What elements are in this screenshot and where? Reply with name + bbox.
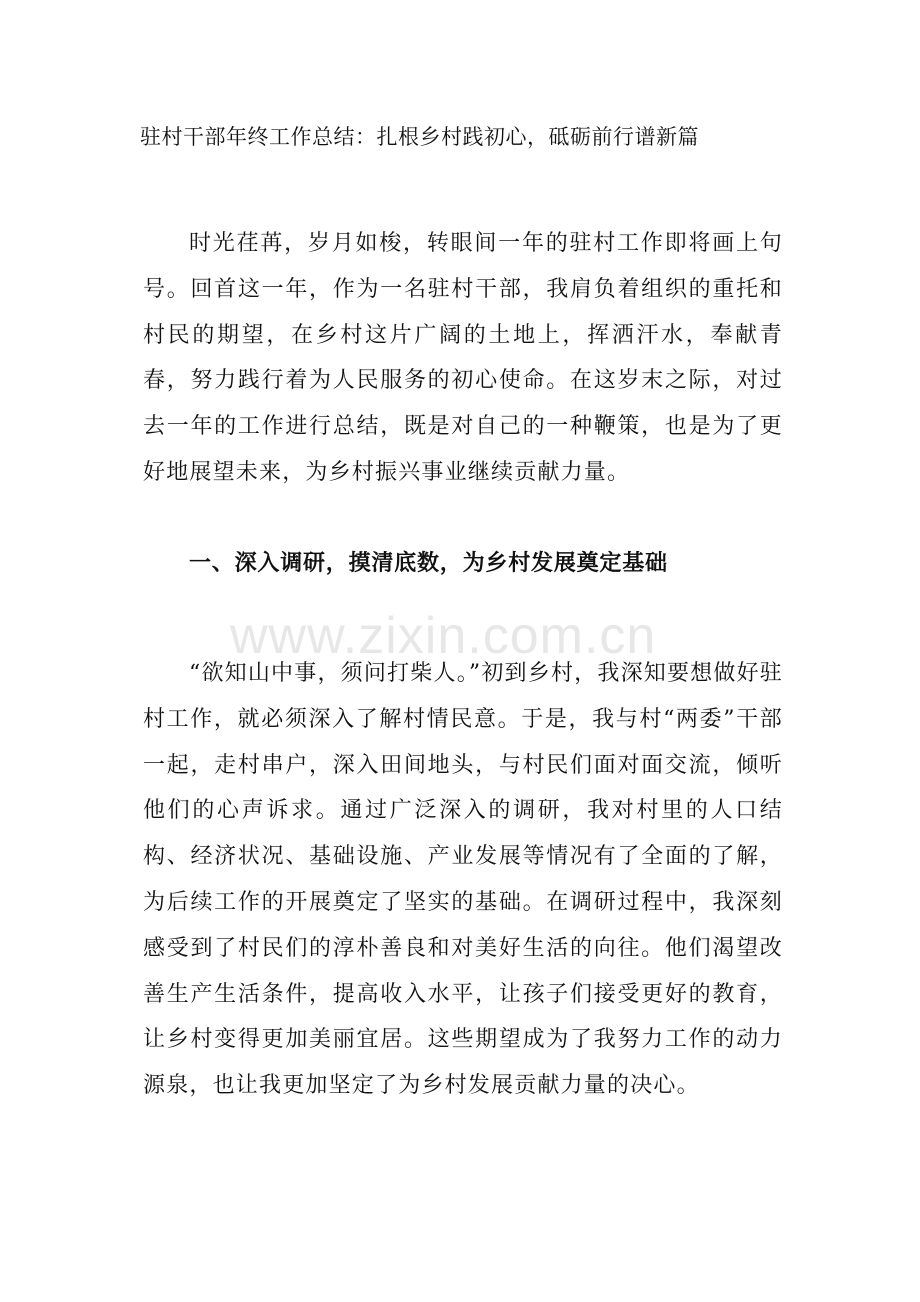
document-title: 驻村干部年终工作总结：扎根乡村践初心，砥砺前行谱新篇 (140, 125, 699, 149)
section-heading: 一、深入调研，摸清底数，为乡村发展奠定基础 (189, 551, 668, 576)
intro-paragraph: 时光荏苒，岁月如梭，转眼间一年的驻村工作即将画上句号。回首这一年，作为一名驻村干部，我肩负着组织的重托和村民的期望，在乡村这片广阔的土地上，挥洒汗水，奉献青春，努力践行着为人民服务的初心使命。在这岁末之际，对过去一年的工作进行总结，既是对自己的一种鞭策，也是为了更好地展望未来，为乡村振兴事业继续贡献力量。 (143, 231, 783, 485)
watermark: www.zixin.com.cn (230, 607, 657, 665)
body-paragraph: “欲知山中事，须问打柴人。”初到乡村，我深知要想做好驻村工作，就必须深入了解村情民意。于是，我与村“两委”干部一起，走村串户，深入田间地头，与村民们面对面交流，倾听他们的心声诉求。通过广泛深入的调研，我对村里的人口结构、经济状况、基础设施、产业发展等情况有了全面的了解，为后续工作的开展奠定了坚实的基础。在调研过程中，我深刻感受到了村民们的淳朴善良和对美好生活的向往。他们渴望改善生产生活条件，提高收入水平，让孩子们接受更好的教育，让乡村变得更加美丽宜居。这些期望成为了我努力工作的动力源泉，也让我更加坚定了为乡村发展贡献力量的决心。 (143, 661, 783, 1099)
